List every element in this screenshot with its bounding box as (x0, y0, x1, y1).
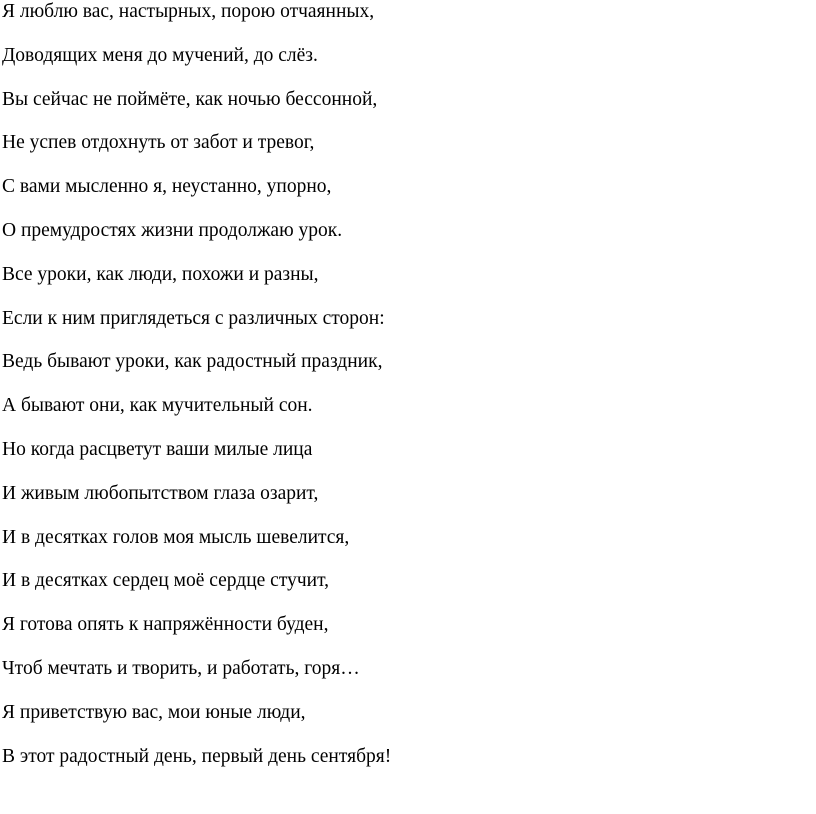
poem-line-2: Доводящих меня до мучений, до слёз. (2, 44, 318, 66)
poem-line-5: С вами мысленно я, неустанно, упорно, (2, 176, 332, 198)
poem-line-11: Но когда расцветут ваши милые лица (2, 438, 313, 460)
poem-line-3: Вы сейчас не поймёте, как ночью бессонной, (2, 88, 378, 110)
poem-line-15: Я готова опять к напряжённости буден, (2, 614, 329, 636)
poem-text (2, 0, 391, 788)
poem-line-8: Если к ним приглядеться с различных сторон: (2, 307, 385, 329)
poem-line-1: Я люблю вас, настырных, порою отчаянных, (2, 1, 375, 22)
poem-line-16: Чтоб мечтать и творить, и работать, горя… (2, 657, 360, 679)
poem-line-12: И живым любопытством глаза озарит, (2, 482, 319, 504)
poem-line-7: Все уроки, как люди, похожи и разны, (2, 263, 319, 285)
poem-line-9: Ведь бывают уроки, как радостный праздник, (2, 351, 383, 373)
poem-line-18: В этот радостный день, первый день сентября! (2, 745, 392, 767)
poem-line-6: О премудростях жизни продолжаю урок. (2, 219, 343, 241)
poem-line-10: А бывают они, как мучительный сон. (2, 395, 313, 417)
poem-line-17: Я приветствую вас, мои юные люди, (2, 701, 306, 723)
poem-line-4: Не успев отдохнуть от забот и тревог, (2, 132, 315, 154)
poem-line-14: И в десятках сердец моё сердце стучит, (2, 570, 330, 592)
poem-line-13: И в десятках голов моя мысль шевелится, (2, 526, 350, 548)
